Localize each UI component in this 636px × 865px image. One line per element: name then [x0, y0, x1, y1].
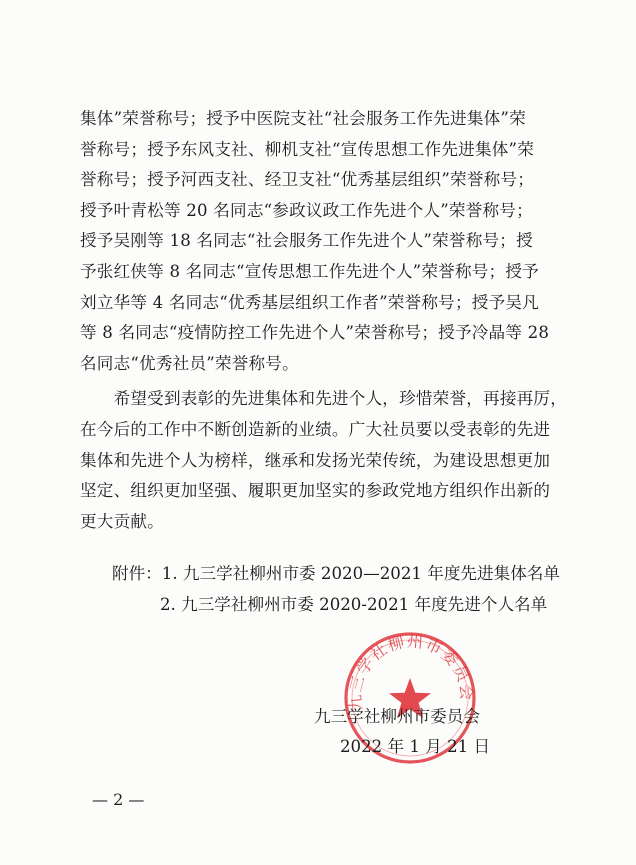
- closing-paragraph: [80, 384, 568, 537]
- attachments: [112, 559, 582, 621]
- body-line: 更大贡献。: [80, 511, 164, 531]
- body-line: 授予吴刚等 18 名同志“社会服务工作先进个人”荣誉称号；授: [80, 231, 533, 251]
- attachment-item: 2. 九三学社柳州市委 2020-2021 年度先进个人名单: [160, 595, 548, 614]
- seal-text: 九三学社柳州市委员会: [345, 631, 477, 712]
- issue-date: 2022 年 1 月 21 日: [340, 737, 491, 756]
- body-line: 集体和先进个人为榜样，继承和发扬光荣传统，为建设思想更加: [80, 450, 551, 470]
- body-line: 予张红侠等 8 名同志“宣传思想工作先进个人”荣誉称号；授予: [80, 261, 539, 281]
- body-line: 等 8 名同志“疫情防控工作先进个人”荣誉称号；授予冷晶等 28: [80, 323, 550, 343]
- attachment-item: 附件：1. 九三学社柳州市委 2020—2021 年度先进集体名单: [112, 564, 560, 583]
- body-line: 在今后的工作中不断创造新的业绩。广大社员要以受表彰的先进: [80, 419, 551, 439]
- body-line: 坚定、组织更加坚强、履职更加坚实的参政党地方组织作出新的: [80, 481, 551, 501]
- signature-block: [314, 702, 514, 762]
- body-line: 誉称号；授予河西支社、经卫支社“优秀基层组织”荣誉称号；: [80, 170, 535, 190]
- body-line: 集体”荣誉称号；授予中医院支社“社会服务工作先进集体”荣: [80, 109, 526, 128]
- body-line: 希望受到表彰的先进集体和先进个人，珍惜荣誉，再接再厉，: [80, 389, 568, 409]
- body-text: [80, 104, 568, 537]
- page-number: — 2 —: [92, 790, 145, 809]
- body-line: 誉称号；授予东风支社、柳机支社“宣传思想工作先进集体”荣: [80, 139, 535, 159]
- body-line: 名同志“优秀社员”荣誉称号。: [80, 353, 299, 373]
- body-line: 授予叶青松等 20 名同志“参政议政工作先进个人”荣誉称号；: [80, 200, 533, 220]
- issuing-organization: 九三学社柳州市委员会: [314, 707, 480, 726]
- body-line: 刘立华等 4 名同志“优秀基层组织工作者”荣誉称号；授予吴凡: [80, 292, 539, 312]
